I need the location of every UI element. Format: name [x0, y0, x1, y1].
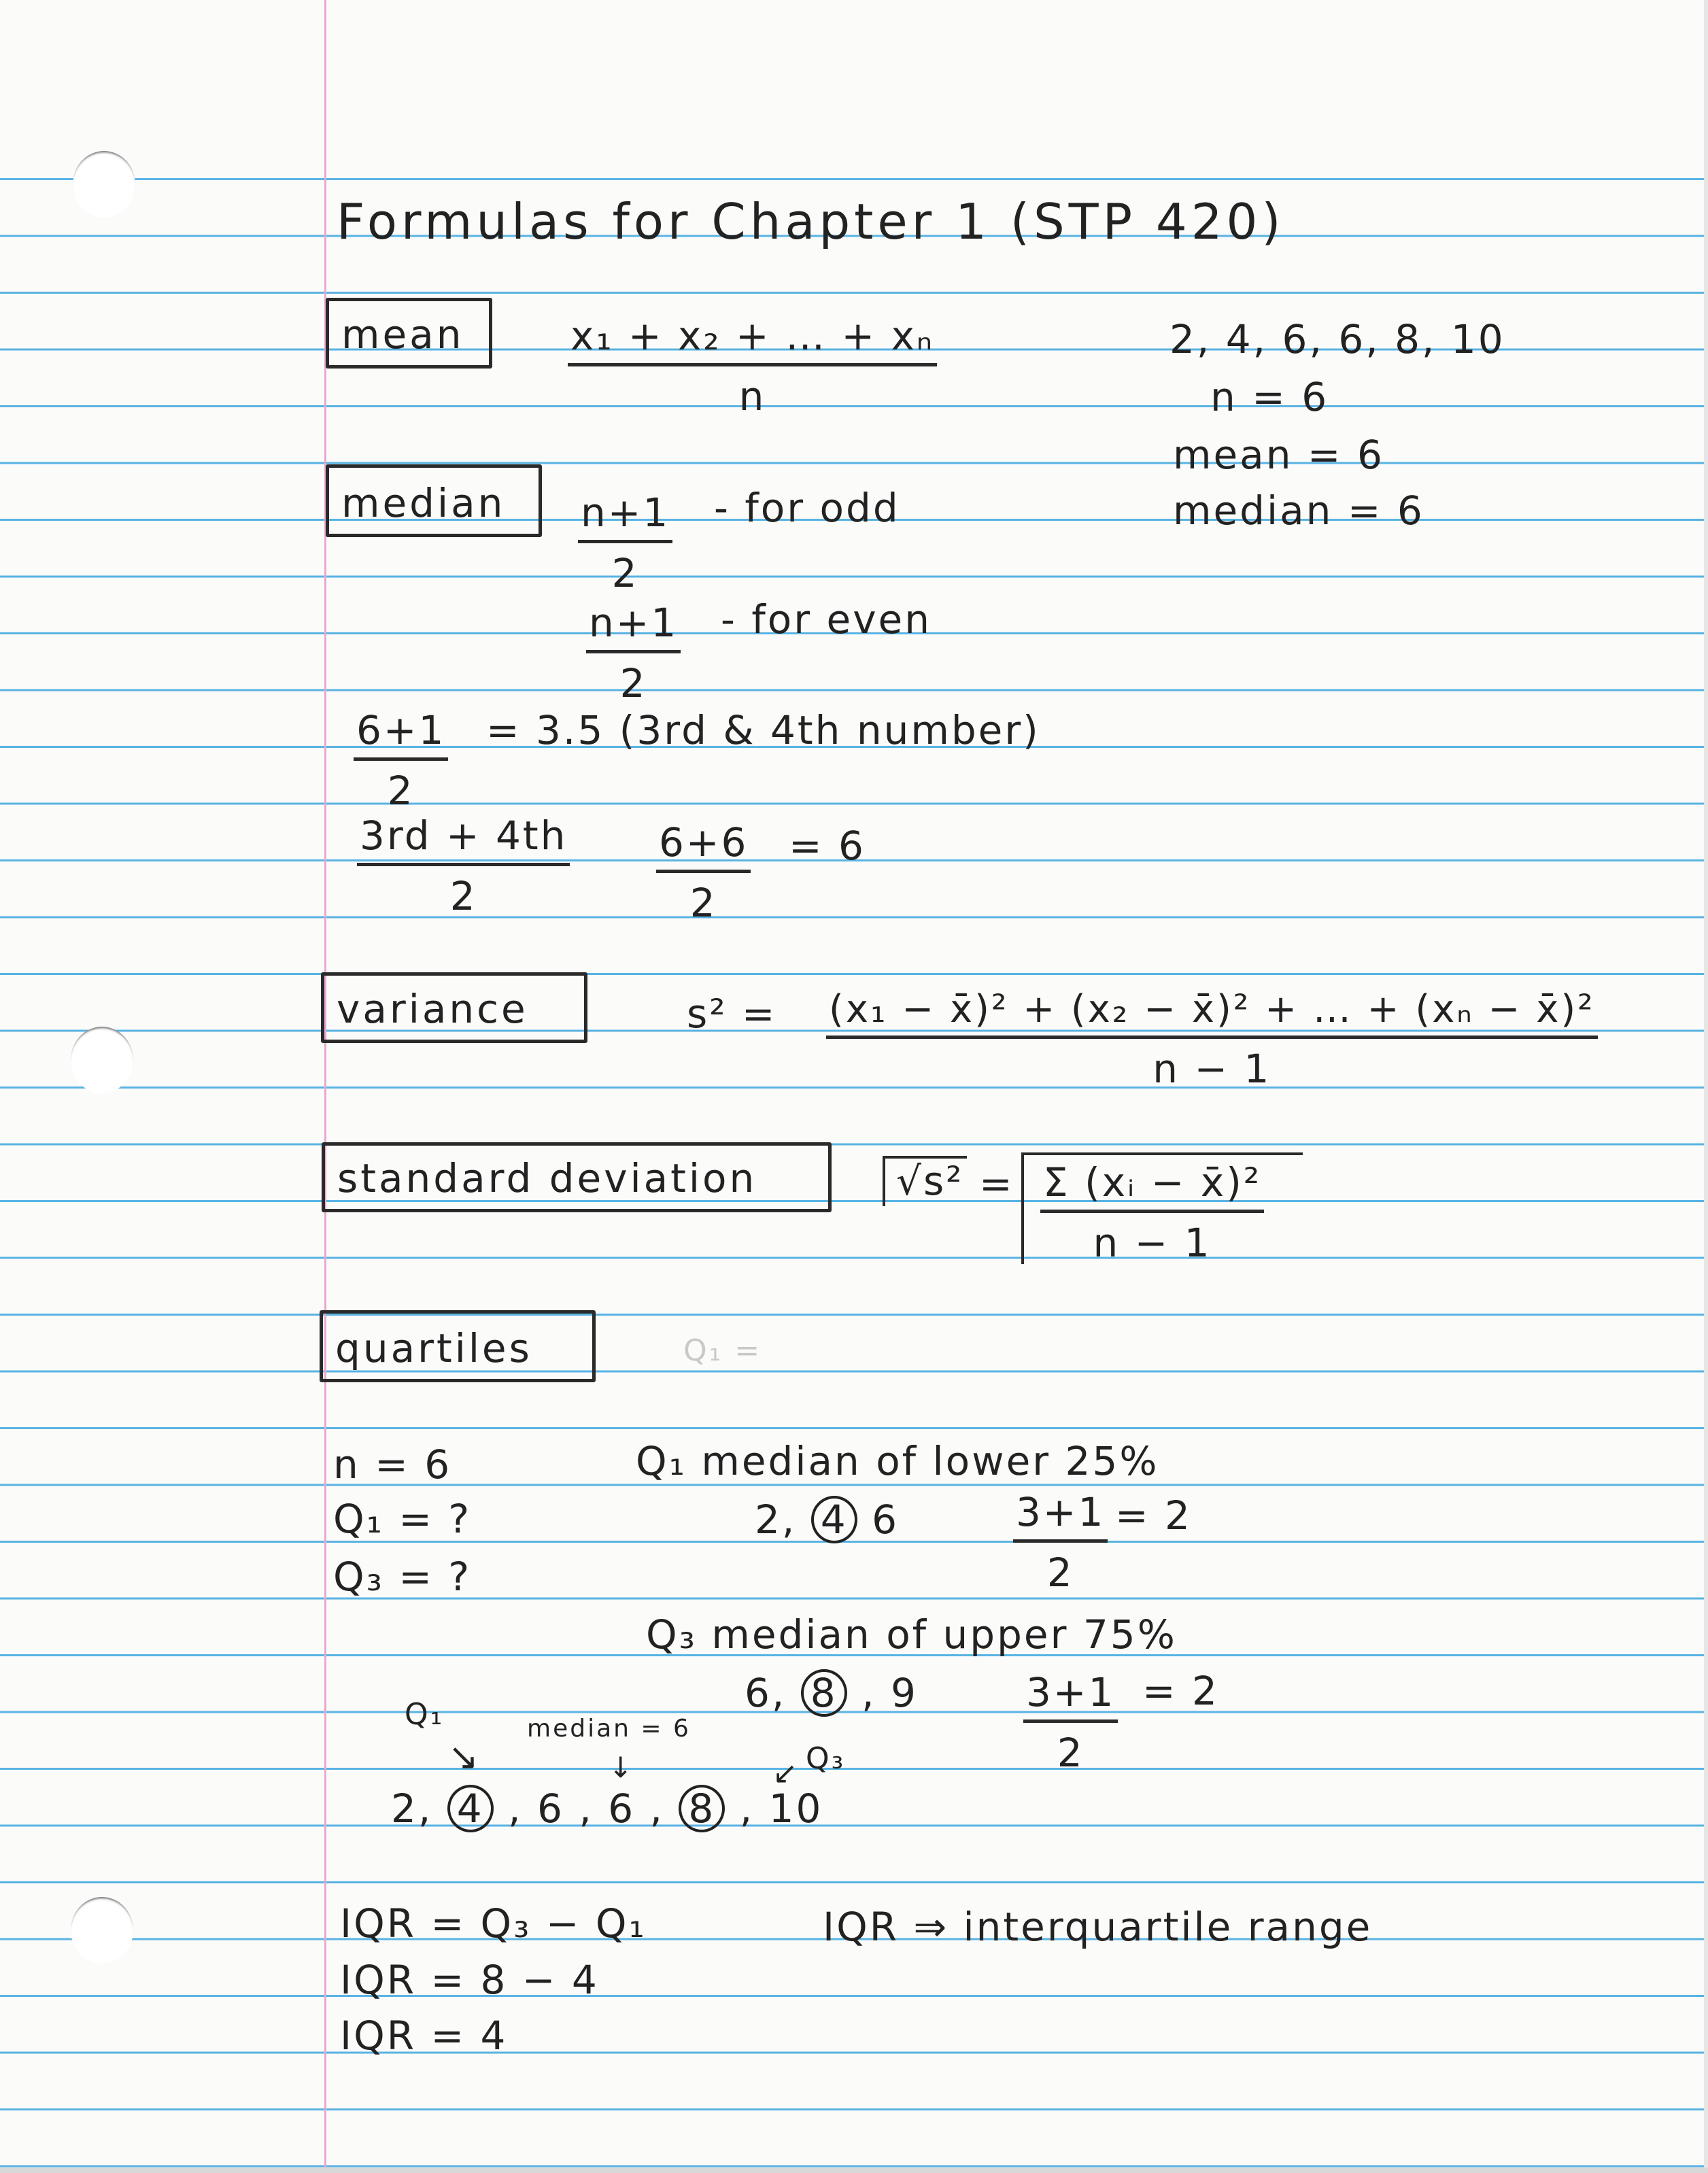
median-average-fraction [357, 812, 570, 919]
annotation-median: median = 6 [527, 1715, 691, 1743]
median-worked-numerator: 6+1 [354, 707, 448, 761]
q3-calc-fraction [1023, 1669, 1118, 1776]
median-average-numerator: 3rd + 4th [357, 812, 570, 866]
median-label-box [326, 464, 542, 537]
arrow-to-q3-icon: ↓ [763, 1753, 806, 1796]
q1-calc-denominator: 2 [1046, 1550, 1074, 1596]
quartile-given-q3: Q₃ = ? [333, 1554, 472, 1600]
iqr-definition: IQR ⇒ interquartile range [823, 1904, 1373, 1950]
q1-calc-fraction [1013, 1489, 1108, 1596]
median-values-denominator: 2 [689, 880, 717, 926]
median-odd-numerator: n+1 [578, 490, 672, 543]
variance-denominator: n − 1 [1152, 1046, 1271, 1092]
full-list-first: 2, [391, 1785, 433, 1832]
median-even-numerator: n+1 [586, 600, 681, 653]
median-odd-denominator: 2 [611, 550, 639, 596]
quartile-given-n: n = 6 [333, 1441, 452, 1488]
standard-deviation-label-box [322, 1142, 832, 1212]
median-values-fraction [656, 819, 751, 926]
variance-numerator: (x₁ − x̄)² + (x₂ − x̄)² + … + (xₙ − x̄)² [826, 987, 1598, 1039]
example-median: median = 6 [1173, 487, 1424, 534]
binder-hole-top [73, 151, 135, 218]
q3-heading: Q₃ median of upper 75% [646, 1611, 1177, 1658]
median-even-formula [586, 600, 681, 706]
quartiles-label: quartiles [335, 1325, 532, 1371]
median-odd-formula [578, 490, 672, 596]
annotation-q1: Q₁ [405, 1697, 445, 1732]
page-title: Formulas for Chapter 1 (STP 420) [337, 193, 1285, 250]
std-numerator: Σ (xᵢ − x̄)² [1040, 1159, 1264, 1213]
std-denominator: n − 1 [1093, 1220, 1212, 1266]
full-list-last: , 10 [739, 1785, 823, 1832]
q1-value-before: 2, [755, 1496, 797, 1543]
q3-value-after: , 9 [861, 1670, 918, 1716]
median-odd-note: - for odd [714, 485, 900, 531]
median-worked-denominator: 2 [387, 768, 415, 814]
median-worked-fraction [354, 707, 448, 814]
q1-calc-numerator: 3+1 [1013, 1489, 1108, 1543]
q3-calc-numerator: 3+1 [1023, 1669, 1118, 1723]
example-data-list: 2, 4, 6, 6, 8, 10 [1169, 316, 1505, 362]
q3-circled-value: 8 [801, 1669, 847, 1717]
annotation-q3: Q₃ [806, 1741, 846, 1776]
q1-circled-value: 4 [811, 1496, 857, 1543]
median-average-result: = 6 [789, 823, 866, 869]
std-formula [1040, 1159, 1264, 1266]
iqr-formula: IQR = Q₃ − Q₁ [340, 1900, 647, 1947]
full-list-middle: , 6 , 6 , [508, 1785, 664, 1832]
q3-values [745, 1669, 918, 1717]
standard-deviation-label: standard deviation [337, 1155, 757, 1201]
quartiles-label-box [320, 1310, 596, 1382]
full-list-q1-circled: 4 [447, 1785, 494, 1832]
example-mean: mean = 6 [1173, 432, 1384, 478]
erased-note: Q₁ = [683, 1333, 762, 1368]
q1-value-after: 6 [872, 1496, 900, 1543]
quartile-given-q1: Q₁ = ? [333, 1496, 472, 1542]
median-average-denominator: 2 [449, 873, 477, 919]
q1-heading: Q₁ median of lower 25% [636, 1438, 1159, 1484]
variance-lhs: s² = [687, 991, 777, 1037]
iqr-substitution: IQR = 8 − 4 [340, 1957, 599, 2003]
mean-denominator: n [738, 373, 766, 420]
median-values-numerator: 6+6 [656, 819, 751, 873]
mean-label: mean [341, 311, 464, 358]
binder-hole-middle [71, 1027, 133, 1093]
variance-label-box [321, 972, 587, 1043]
example-n: n = 6 [1210, 374, 1329, 420]
median-worked-result: = 3.5 (3rd & 4th number) [486, 707, 1040, 753]
full-data-list [391, 1785, 823, 1832]
iqr-result: IQR = 4 [340, 2013, 508, 2059]
median-even-denominator: 2 [619, 660, 647, 706]
std-lhs: √s² [896, 1158, 964, 1204]
q3-calc-result: = 2 [1142, 1668, 1219, 1714]
mean-numerator: x₁ + x₂ + … + xₙ [568, 313, 937, 366]
mean-formula [568, 313, 937, 420]
paper-bottom-edge [0, 2168, 1708, 2173]
full-list-q3-circled: 8 [679, 1785, 725, 1832]
arrow-to-q1-icon: ↓ [438, 1732, 490, 1785]
mean-label-box [326, 298, 492, 369]
q3-calc-denominator: 2 [1057, 1730, 1084, 1776]
q1-calc-result: = 2 [1115, 1492, 1192, 1539]
q3-value-before: 6, [745, 1670, 787, 1716]
q1-values [755, 1496, 899, 1543]
binder-hole-bottom [71, 1897, 133, 1964]
median-label: median [341, 480, 506, 526]
variance-label: variance [337, 986, 528, 1032]
median-even-note: - for even [721, 596, 932, 643]
arrow-to-median-icon: ↓ [609, 1751, 633, 1784]
variance-formula [826, 987, 1598, 1092]
paper-top-margin [0, 0, 1708, 173]
paper-right-edge [1704, 0, 1708, 2173]
std-equals: = [979, 1161, 1014, 1207]
